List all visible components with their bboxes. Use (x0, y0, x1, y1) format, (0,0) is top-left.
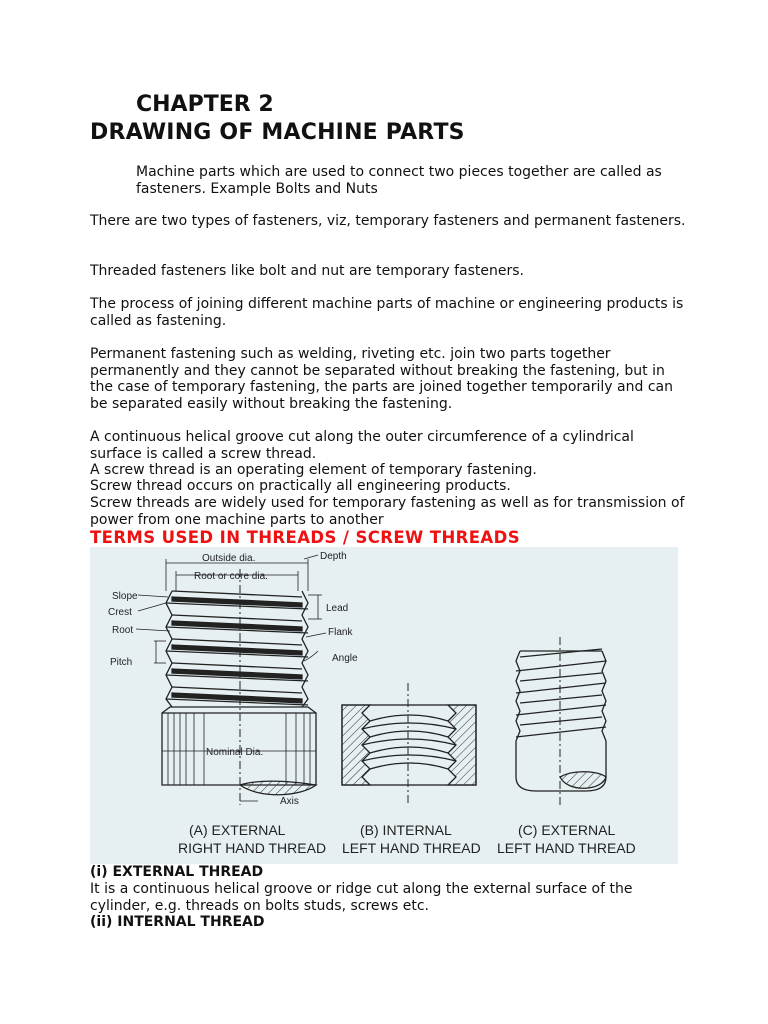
paragraph-fastening-process: The process of joining different machine parts of machine or engineering products is called as fastening. (90, 296, 684, 329)
label-depth: Depth (320, 551, 347, 562)
paragraph-screw-thread-usage: Screw threads are widely used for temporary fastening as well as for transmission of power from one machine parts to another (90, 495, 685, 528)
label-angle: Angle (332, 653, 358, 664)
paragraph-threaded-fasteners: Threaded fasteners like bolt and nut are temporary fasteners. (90, 263, 524, 279)
external-left-hand-thread-drawing (516, 637, 606, 805)
section-heading-thread-terms: TERMS USED IN THREADS / SCREW THREADS (90, 528, 520, 547)
label-pitch: Pitch (110, 657, 133, 668)
label-slope: Slope (112, 591, 138, 602)
paragraph-external-thread: It is a continuous helical groove or ridge cut along the external surface of the cylinder, e.g. threads on bolts studs, screws etc. (90, 881, 633, 914)
label-axis: Axis (280, 796, 299, 807)
caption-b-line1: (B) INTERNAL (360, 822, 452, 838)
caption-c-line1: (C) EXTERNAL (518, 822, 616, 838)
paragraph-screw-thread-definition: A continuous helical groove cut along the outer circumference of a cylindrical surface is called a screw thread. (90, 429, 634, 462)
caption-c-line2: LEFT HAND THREAD (497, 840, 636, 856)
label-outside-dia: Outside dia. (202, 553, 256, 564)
label-root: Root (112, 625, 134, 636)
label-nominal-dia: Nominal Dia. (206, 747, 264, 758)
chapter-number: CHAPTER 2 (136, 92, 274, 117)
internal-left-hand-thread-drawing (342, 683, 476, 805)
paragraph-fasteners-definition: Machine parts which are used to connect two pieces together are called as fasteners. Example Bolts and Nuts (136, 164, 662, 197)
thread-terms-figure (90, 547, 678, 864)
paragraph-screw-thread-occurrence: Screw thread occurs on practically all engineering products. (90, 478, 511, 494)
paragraph-permanent-fastening: Permanent fastening such as welding, riveting etc. join two parts together permanently and they cannot be separated without breaking the fastening, but in the case of temporary fastening, the parts are joined together temporarily and can be separated easily without breaking the fastening. (90, 346, 673, 412)
thread-diagram-svg (90, 547, 678, 864)
caption-a-line1: (A) EXTERNAL (189, 822, 286, 838)
label-flank: Flank (328, 627, 353, 638)
label-crest: Crest (108, 607, 132, 618)
external-right-hand-thread-drawing (136, 555, 326, 805)
heading-external-thread: (i) EXTERNAL THREAD (90, 864, 264, 880)
paragraph-fastener-types: There are two types of fasteners, viz, temporary fasteners and permanent fasteners. (90, 213, 686, 229)
caption-b-line2: LEFT HAND THREAD (342, 840, 481, 856)
heading-internal-thread: (ii) INTERNAL THREAD (90, 914, 265, 930)
label-lead: Lead (326, 603, 349, 614)
label-root-dia: Root or core dia. (194, 571, 268, 582)
caption-a-line2: RIGHT HAND THREAD (178, 840, 327, 856)
chapter-title: DRAWING OF MACHINE PARTS (90, 120, 465, 145)
paragraph-screw-thread-element: A screw thread is an operating element of temporary fastening. (90, 462, 537, 478)
